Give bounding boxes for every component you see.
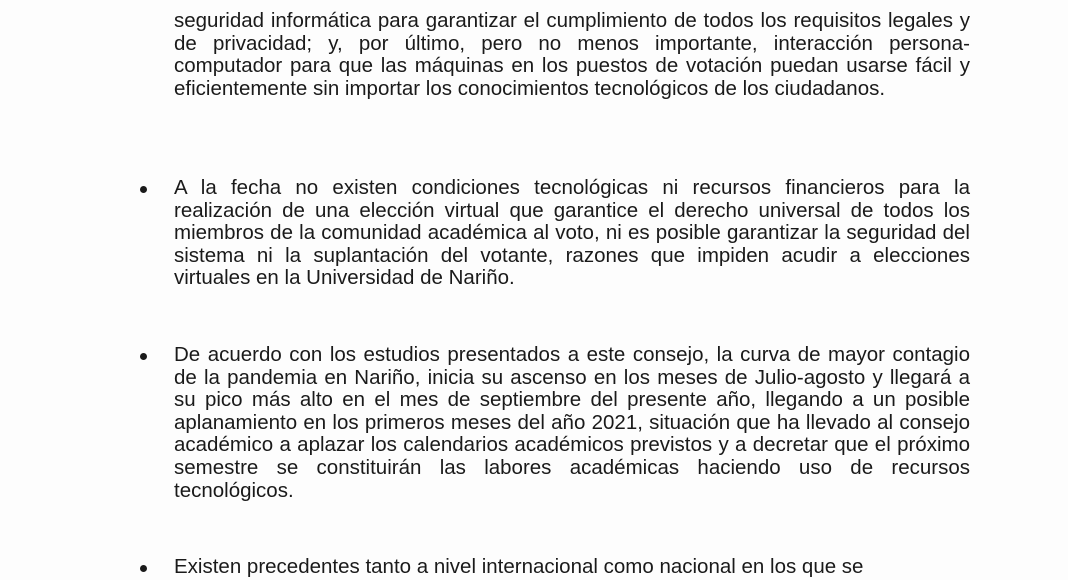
- bullet-icon: [140, 186, 147, 193]
- bullet-text: De acuerdo con los estudios presentados a este consejo, la curva de mayor contagio de la pandemia en Nariño, inicia su ascenso en los meses de Julio-agosto y llegará a su pico más alto en el mes de septiembre del presente año, llegando a un posible aplanamiento en los primeros meses del año 2021, situación que ha llevado al consejo académico a aplazar los calendarios académicos previstos y a decretar que el próximo semestre se constituirán las labores académicas haciendo uso de recursos tecnológicos.: [174, 343, 970, 502]
- bullet-icon: [140, 565, 147, 572]
- bullet-text: Existen precedentes tanto a nivel internacional como nacional en los que se: [174, 555, 864, 578]
- continuation-paragraph: seguridad informática para garantizar el cumplimiento de todos los requisitos legales y de privacidad; y, por último, pero no menos importante, interacción persona-computador para que las máquinas en los puestos de votación puedan usarse fácil y eficientemente sin importar los conocimientos tecnológicos de los ciudadanos.: [174, 9, 970, 100]
- bullet-text: A la fecha no existen condiciones tecnológicas ni recursos financieros para la realización de una elección virtual que garantice el derecho universal de todos los miembros de la comunidad académica al voto, ni es posible garantizar la seguridad del sistema ni la suplantación del votante, razones que impiden acudir a elecciones virtuales en la Universidad de Nariño.: [174, 176, 970, 290]
- bullet-icon: [140, 353, 147, 360]
